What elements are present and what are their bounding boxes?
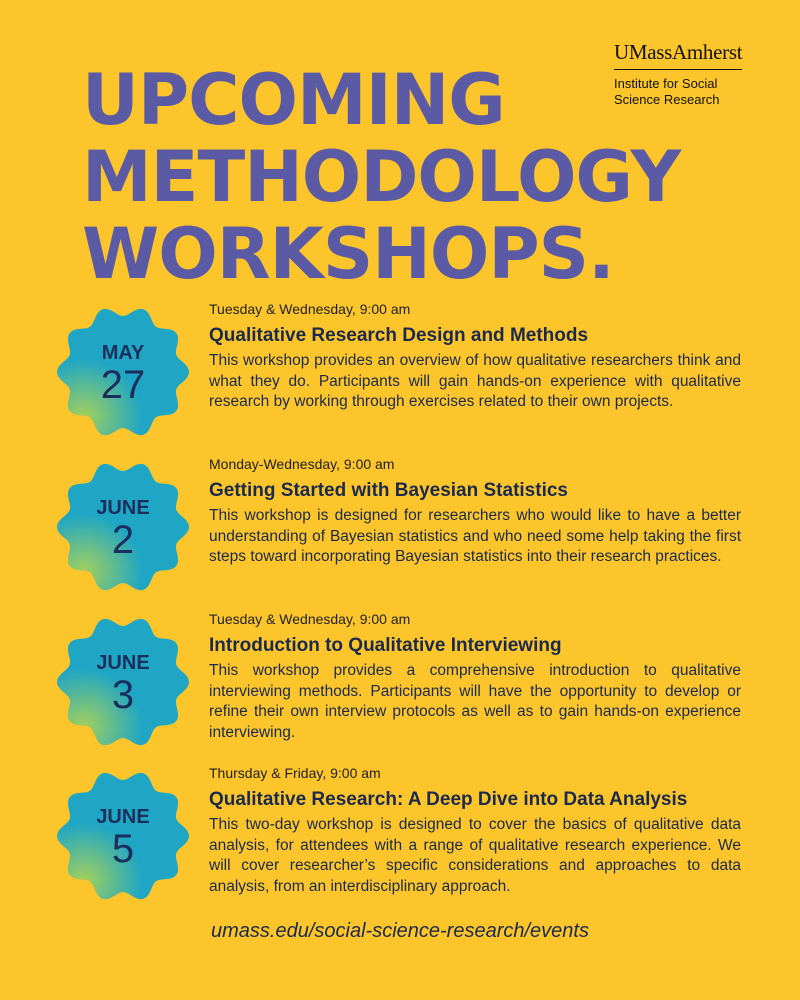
event-description: This workshop provides a comprehensive introduction to qualitative interviewing methods. Participants will have the opportunity to develop or refine their own interview protocols as well as to gain hands-on experience interviewing. — [209, 662, 741, 741]
event-item — [0, 455, 800, 605]
logo-subtitle-line2: Science Research — [614, 92, 720, 107]
event-title: Qualitative Research Design and Methods — [209, 325, 589, 346]
event-item — [0, 300, 800, 450]
events-url-link[interactable]: umass.edu/social-science-research/events — [211, 920, 589, 942]
event-item — [0, 610, 800, 760]
event-item — [0, 764, 800, 914]
badge-day: 2 — [111, 518, 135, 562]
badge-month: JUNE — [96, 806, 150, 828]
badge-month: JUNE — [96, 652, 150, 674]
date-badge — [56, 769, 190, 903]
event-description: This workshop provides an overview of how qualitative researchers think and what they do. Participants will gain hands-on experience with qualitative research by working through exercises related to their own projects. — [209, 352, 741, 410]
event-description: This workshop is designed for researchers who would like to have a better understanding of Bayesian statistics and who need some help taking the first steps toward incorporating Bayesian statistics into their research practices. — [209, 507, 741, 565]
logo-subtitle-line1: Institute for Social — [614, 76, 718, 91]
badge-day: 27 — [100, 363, 146, 407]
title-line-3: WORKSHOPS. — [82, 213, 614, 295]
event-schedule: Tuesday & Wednesday, 9:00 am — [209, 611, 411, 627]
badge-day: 3 — [111, 673, 135, 717]
event-schedule: Tuesday & Wednesday, 9:00 am — [209, 301, 411, 317]
event-schedule: Monday-Wednesday, 9:00 am — [209, 456, 395, 472]
event-title: Qualitative Research: A Deep Dive into Data Analysis — [209, 789, 688, 810]
date-badge — [56, 305, 190, 439]
logo-wordmark: UMassAmherst — [614, 40, 743, 64]
event-title: Getting Started with Bayesian Statistics — [209, 480, 568, 501]
badge-month: JUNE — [96, 497, 150, 519]
badge-month: MAY — [101, 342, 145, 364]
event-schedule: Thursday & Friday, 9:00 am — [209, 765, 381, 781]
title-line-1: UPCOMING — [82, 59, 505, 141]
event-title: Introduction to Qualitative Interviewing — [209, 635, 562, 656]
badge-day: 5 — [111, 827, 135, 871]
event-description: This two-day workshop is designed to cover the basics of qualitative data analysis, for attendees with a range of qualitative research experience. We will cover researcher’s specific considerations and approaches to data analysis, from an interdisciplinary approach. — [209, 816, 741, 895]
title-line-2: METHODOLOGY — [82, 136, 681, 218]
date-badge — [56, 460, 190, 594]
page-title — [82, 59, 722, 295]
date-badge — [56, 615, 190, 749]
